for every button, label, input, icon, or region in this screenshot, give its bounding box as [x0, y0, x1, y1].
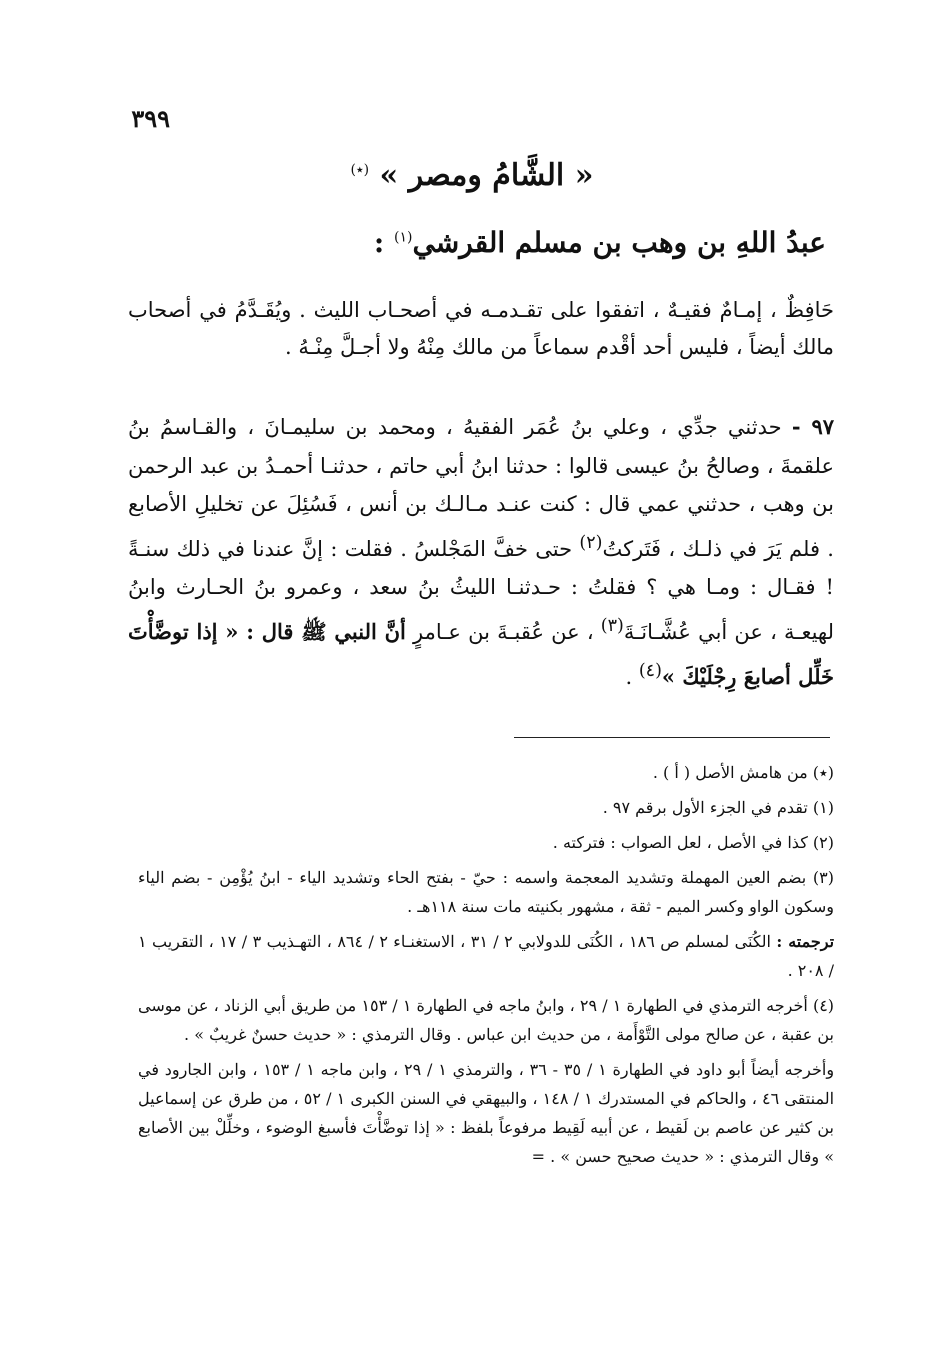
hadith-number: ٩٧ - — [791, 414, 834, 439]
translation-label: ترجمته : — [776, 932, 835, 951]
translation-sources: الكُنَى لمسلم ص ١٨٦ ، الكُنَى للدولابي ٢ / ٣١ ، الاستغنـاء ٢ / ٨٦٤ ، التهـذيب ٣ / ١٧ ، التقريب ١ / ٢٠٨ . — [138, 932, 834, 980]
hadith-note-marker-4: (٤) — [638, 660, 662, 681]
footnote-3 — [138, 863, 834, 985]
biography-heading — [374, 226, 826, 259]
footnote-star: (٭) من هامش الأصل ( أ ) . — [652, 763, 834, 782]
hadith-note-marker-2: (٢) — [579, 532, 603, 553]
footnote-4 — [138, 991, 834, 1171]
section-heading — [0, 158, 944, 193]
page-number: ٣٩٩ — [131, 104, 170, 133]
footnotes-list — [138, 758, 834, 1171]
section-title: « الشَّامُ ومصر » — [379, 158, 594, 193]
narrator-note-marker: (١) — [393, 229, 413, 246]
hadith-note-marker-3: (٣) — [600, 615, 624, 636]
hadith-end: . — [625, 664, 639, 689]
footnote-4-text: (٤) أخرجه الترمذي في الطهارة ١ / ٢٩ ، وابنُ ماجه في الطهارة ١ / ١٥٣ من طريق أبي الزناد ، عن موسى بن عقبة ، عن صالح مولى التَّوْأَمة ، من حديث ابن عباس . وقال الترمذي : « حديث حسنٌ غريبٌ » . — [138, 996, 835, 1044]
section-note-marker: (٭) — [350, 162, 370, 178]
hadith-paragraph — [128, 408, 834, 696]
footnote-divider — [514, 737, 830, 738]
hadith-text-part1: حدثني جدِّي ، وعلي بنُ عُمَر الفقيهُ ، ومحمد بن سليمـانَ ، والقـاسمُ بنُ علقمةَ ، وصالحُ بنُ عيسى قالوا : حدثنا ابنُ أبي حاتم ، حدثنـا أحمـدُ بن عبد الرحمن بن وهب ، حدثني عمي قال : كنت عنـد مـالـك بن أنس ، فَسُئِلَ عن تخليلِ الأصابع . فلم يَرَ في ذلـك ، فَتَركتُ — [128, 415, 834, 561]
hadith-quote: أنَّ النبي ﷺ قال : « إذا توضَّأْتَ خَلِّل أصابعَ رِجْلَيْكَ » — [128, 618, 834, 689]
narrator-heading-suffix: : — [373, 226, 394, 259]
footnote-4-continuation: وأخرجه أيضاً أبو داود في الطهارة ١ / ٣٥ - ٣٦ ، والترمذي ١ / ٢٩ ، وابن ماجه ١ / ١٥٣ ، وابن الجارود في المنتقى ٤٦ ، والحاكم في المستدرك ١ / ١٤٨ ، والبيهقي في السنن الكبرى ١ / ٥٢ ، من طرق عن إسماعيل بن كثير عن عاصم بن لَقيط ، عن أبيه لَقِيط مرفوعاً بلفظ : « إذا توضَّأْتَ فأسبغ الوضوء ، وخلِّلْ بين الأصابع » وقال الترمذي : « حديث صحيح حسن » . = — [138, 1060, 835, 1166]
hadith-text-part2: حتى خفَّ المَجْلسُ . فقلت : إنَّ عندنا في ذلك سنـةً ! فقـال : ومـا هي ؟ فقلتُ : حـدثنـا الليثُ بنُ سعد ، وعمرو بنُ الحـارث وابنُ لهيعـة ، عن أبي عُشَّـانَـةَ — [128, 536, 834, 644]
footnote-1: (١) تقدم في الجزء الأول برقم ٩٧ . — [602, 798, 834, 817]
footnote-3-text: (٣) بضم العين المهملة وتشديد المعجمة واسمه : حيّ - بفتح الحاء وتشديد الياء - ابنُ يُؤْمِن - بضم الياء وسكون الواو وكسر الميم - ثقة ، مشهور بكنيته مات سنة ١١٨هـ . — [138, 868, 834, 916]
biography-paragraph: حَافِظٌ ، إمـامٌ فقيـهٌ ، اتفقوا على تقـدمـه في أصحـاب الليث . ويُقَـدَّمُ في أصحاب مالك أيضاً ، فليس أحد أقْدم سماعاً من مالك مِنْهُ ولا أجـلَّ مِنْـهُ . — [128, 298, 834, 359]
hadith-text-part3: ، عن عُقبـةَ بن عـامرٍ — [405, 619, 601, 644]
narrator-name: عبدُ اللهِ بن وهب بن مسلم القرشي — [412, 226, 826, 259]
footnote-2: (٢) كذا في الأصل ، لعل الصواب : فتركته . — [552, 833, 834, 852]
footnote-3-translation — [138, 927, 834, 985]
